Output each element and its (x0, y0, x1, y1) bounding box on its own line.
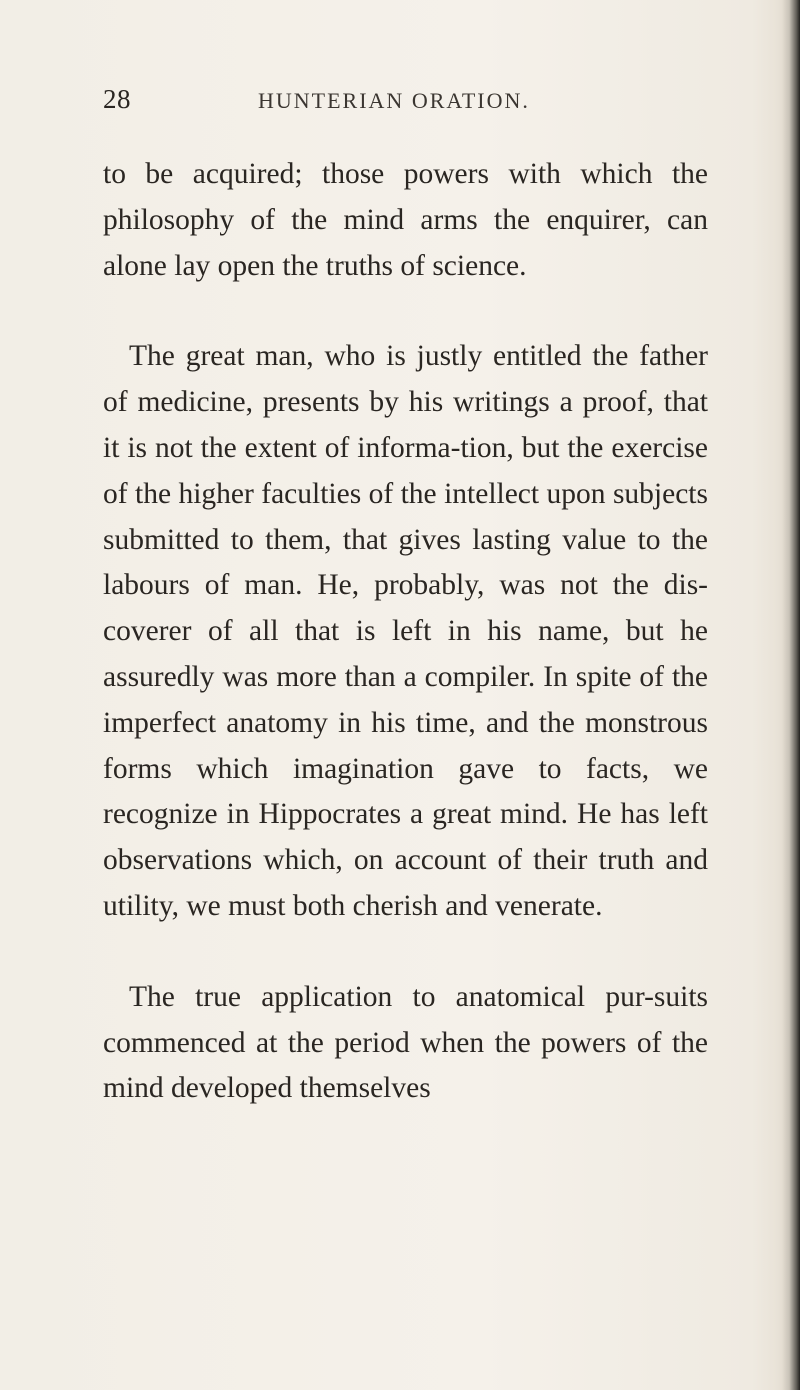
paragraph: to be acquired; those powers with which the philosophy of the mind arms the enquirer, can alone lay open the truths of science. (103, 158, 708, 282)
running-head: HUNTERIAN ORATION. (258, 88, 530, 113)
paragraph: The true application to anatomical pur-suits commenced at the period when the powers of the mind developed themselves (103, 980, 708, 1105)
page-header (103, 84, 723, 124)
body-text (103, 152, 708, 1112)
page-number: 28 (103, 84, 131, 114)
page-edge-shadow (782, 0, 800, 1390)
paragraph: The great man, who is justly entitled the father of medicine, presents by his writings a proof, that it is not the extent of informa-tion, but the exercise of the higher faculties of the intellect upon subjects submitted to them, that gives lasting value to the labours of man. He, probably, was not the dis-coverer of all that is left in his name, but he assuredly was more than a compiler. In spite of the imperfect anatomy in his time, and the monstrous forms which imagination gave to facts, we recognize in Hippocrates a great mind. He has left observations which, on account of their truth and utility, we must both cherish and venerate. (103, 340, 708, 922)
